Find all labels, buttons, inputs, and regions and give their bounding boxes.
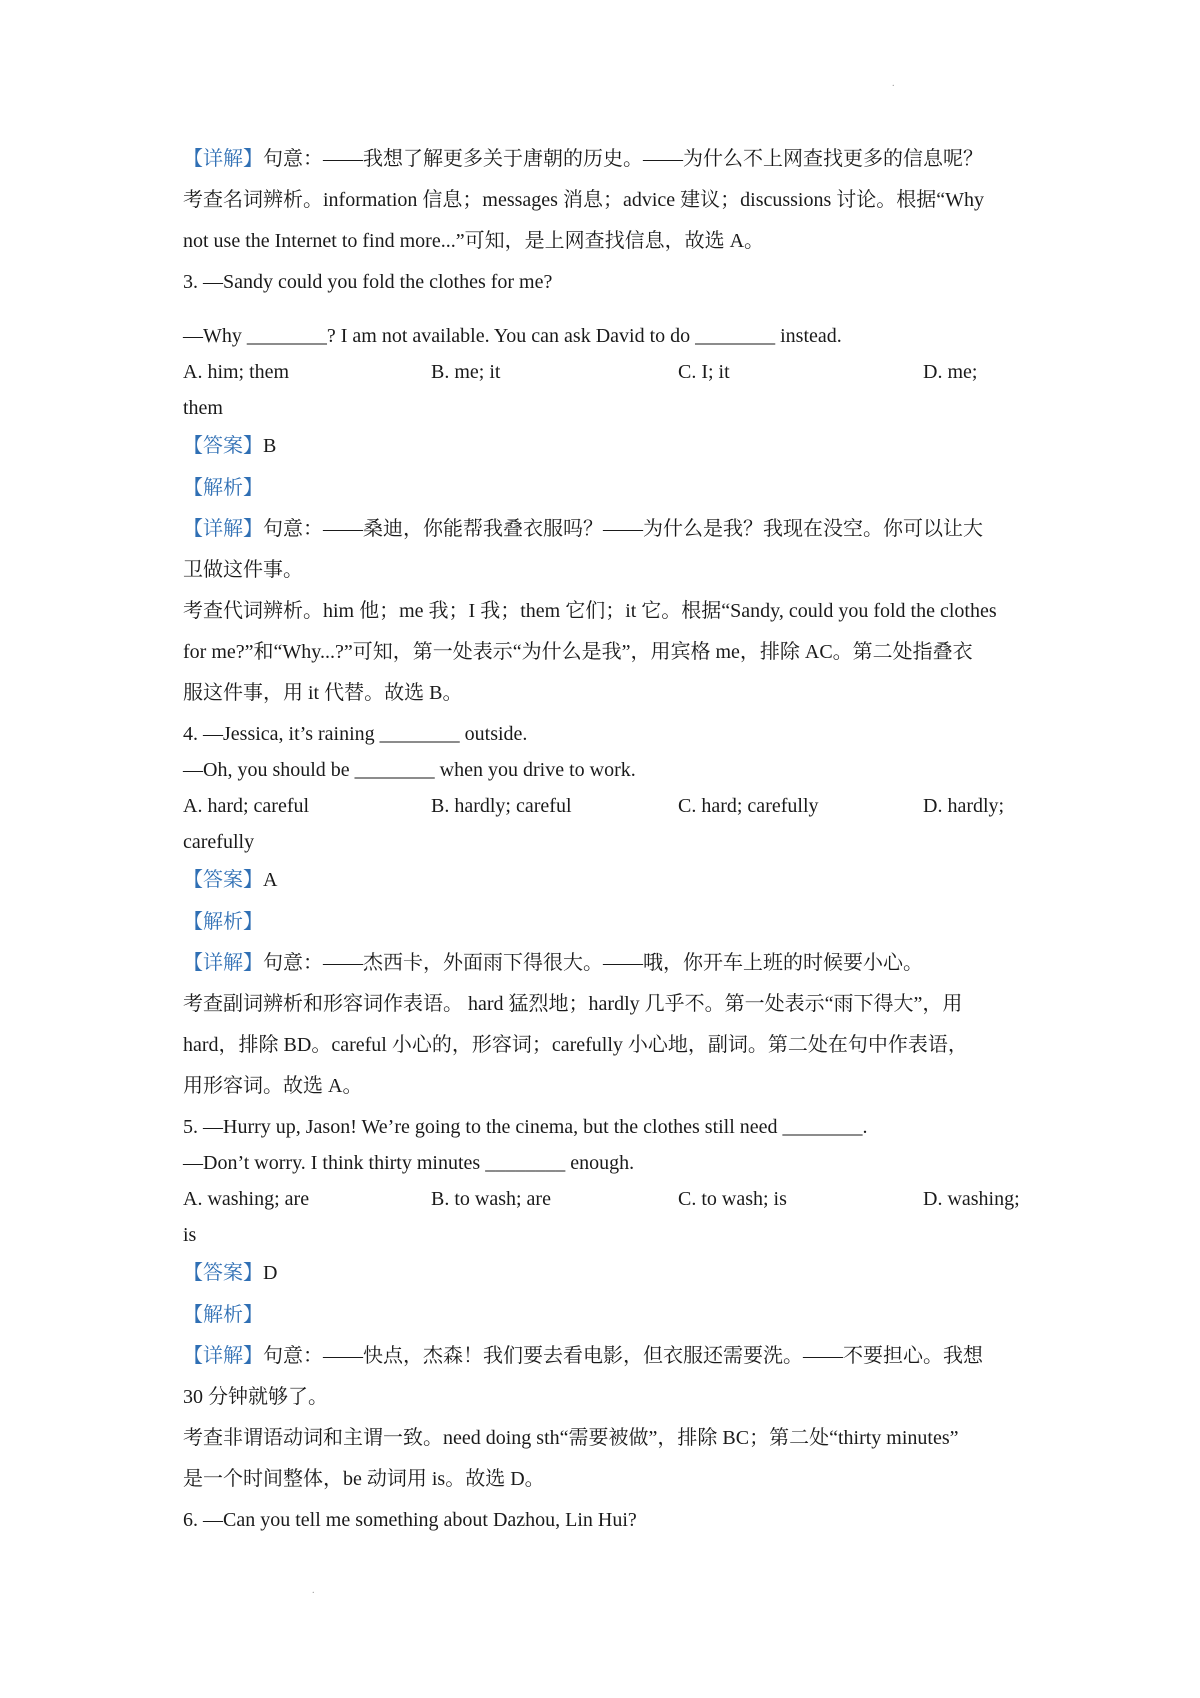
line-text: 3. —Sandy could you fold the clothes for me?	[183, 271, 553, 293]
answer-tag: 【答案】	[183, 435, 263, 457]
option-c: C. I; it	[678, 361, 730, 383]
detail-line	[183, 949, 1028, 977]
detail-line	[183, 145, 1028, 173]
line-text: 6. —Can you tell me something about Dazhou, Lin Hui?	[183, 1509, 637, 1531]
page-mark-top: .	[892, 78, 895, 89]
line-text: 考查副词辨析和形容词作表语。 hard 猛烈地；hardly 几乎不。第一处表示“雨下得大”，用	[183, 993, 963, 1015]
detail-tag: 【详解】	[183, 148, 263, 170]
line-text: 用形容词。故选 A。	[183, 1075, 363, 1097]
answer-line	[183, 1259, 1028, 1287]
text-line	[183, 186, 1028, 214]
line-text: —Oh, you should be ________ when you drive to work.	[183, 759, 636, 781]
text-line	[183, 720, 1028, 748]
text-line	[183, 322, 1028, 350]
option-a: A. washing; are	[183, 1188, 310, 1210]
line-text: hard，排除 BD。careful 小心的，形容词；carefully 小心地，副词。第二处在句中作表语，	[183, 1034, 968, 1056]
line-text: them	[183, 397, 223, 419]
line-text: carefully	[183, 831, 255, 853]
line-text: —Don’t worry. I think thirty minutes ________ enough.	[183, 1152, 635, 1174]
answer-line	[183, 432, 1028, 460]
line-text: not use the Internet to find more...”可知，是上网查找信息，故选 A。	[183, 230, 765, 252]
option-a: A. him; them	[183, 361, 290, 383]
line-text: 4. —Jessica, it’s raining ________ outside.	[183, 723, 528, 745]
line-text: 句意：——杰西卡，外面雨下得很大。——哦，你开车上班的时候要小心。	[263, 952, 923, 974]
text-line	[183, 638, 1028, 666]
detail-tag: 【详解】	[183, 1345, 263, 1367]
text-line	[183, 990, 1028, 1018]
line-text: for me?”和“Why...?”可知，第一处表示“为什么是我”，用宾格 me，排除 AC。第二处指叠衣	[183, 641, 973, 663]
text-line	[183, 828, 1028, 856]
answer-line	[183, 866, 1028, 894]
line-text: 考查非谓语动词和主谓一致。need doing sth“需要被做”，排除 BC；第二处“thirty minutes”	[183, 1427, 959, 1449]
line-text: —Why ________? I am not available. You can ask David to do ________ instead.	[183, 325, 842, 347]
option-a: A. hard; careful	[183, 795, 310, 817]
analysis-line	[183, 474, 1028, 502]
line-text: 卫做这件事。	[183, 559, 303, 581]
text-line	[183, 1465, 1028, 1493]
text-line	[183, 1072, 1028, 1100]
detail-tag: 【详解】	[183, 952, 263, 974]
option-d: D. hardly;	[923, 795, 1005, 817]
text-line	[183, 556, 1028, 584]
answer-tag: 【答案】	[183, 869, 263, 891]
option-d: D. washing;	[923, 1188, 1020, 1210]
text-line	[183, 756, 1028, 784]
option-b: B. to wash; are	[431, 1188, 551, 1210]
analysis-tag: 【解析】	[183, 477, 263, 499]
option-c: C. hard; carefully	[678, 795, 819, 817]
text-line	[183, 1221, 1028, 1249]
analysis-line	[183, 908, 1028, 936]
line-text: B	[263, 435, 277, 457]
line-text: D	[263, 1262, 278, 1284]
text-line	[183, 1031, 1028, 1059]
page-mark-bottom: .	[312, 1585, 315, 1596]
option-b: B. me; it	[431, 361, 501, 383]
line-text: 句意：——我想了解更多关于唐朝的历史。——为什么不上网查找更多的信息呢？	[263, 148, 983, 170]
analysis-tag: 【解析】	[183, 911, 263, 933]
text-line	[183, 268, 1028, 296]
line-text: 句意：——桑迪，你能帮我叠衣服吗？——为什么是我？我现在没空。你可以让大	[263, 518, 983, 540]
text-line	[183, 1424, 1028, 1452]
detail-line	[183, 1342, 1028, 1370]
text-line	[183, 1383, 1028, 1411]
analysis-tag: 【解析】	[183, 1304, 263, 1326]
analysis-line	[183, 1301, 1028, 1329]
line-text: 30 分钟就够了。	[183, 1386, 328, 1408]
line-text: is	[183, 1224, 197, 1246]
text-line	[183, 394, 1028, 422]
text-line	[183, 1506, 1028, 1534]
line-text: 服这件事，用 it 代替。故选 B。	[183, 682, 463, 704]
text-line	[183, 1113, 1028, 1141]
option-c: C. to wash; is	[678, 1188, 787, 1210]
detail-tag: 【详解】	[183, 518, 263, 540]
line-text: 考查名词辨析。information 信息；messages 消息；advice 建议；discussions 讨论。根据“Why	[183, 189, 985, 211]
detail-line	[183, 515, 1028, 543]
line-text: 句意：——快点，杰森！我们要去看电影，但衣服还需要洗。——不要担心。我想	[263, 1345, 983, 1367]
text-line	[183, 1149, 1028, 1177]
text-line	[183, 597, 1028, 625]
line-text: A	[263, 869, 278, 891]
option-d: D. me;	[923, 361, 978, 383]
line-text: 是一个时间整体，be 动词用 is。故选 D。	[183, 1468, 545, 1490]
option-b: B. hardly; careful	[431, 795, 572, 817]
text-line	[183, 679, 1028, 707]
line-text: 5. —Hurry up, Jason! We’re going to the cinema, but the clothes still need ________.	[183, 1116, 868, 1138]
text-line	[183, 227, 1028, 255]
line-text: 考查代词辨析。him 他；me 我；I 我；them 它们；it 它。根据“Sandy, could you fold the clothes	[183, 600, 997, 622]
answer-tag: 【答案】	[183, 1262, 263, 1284]
